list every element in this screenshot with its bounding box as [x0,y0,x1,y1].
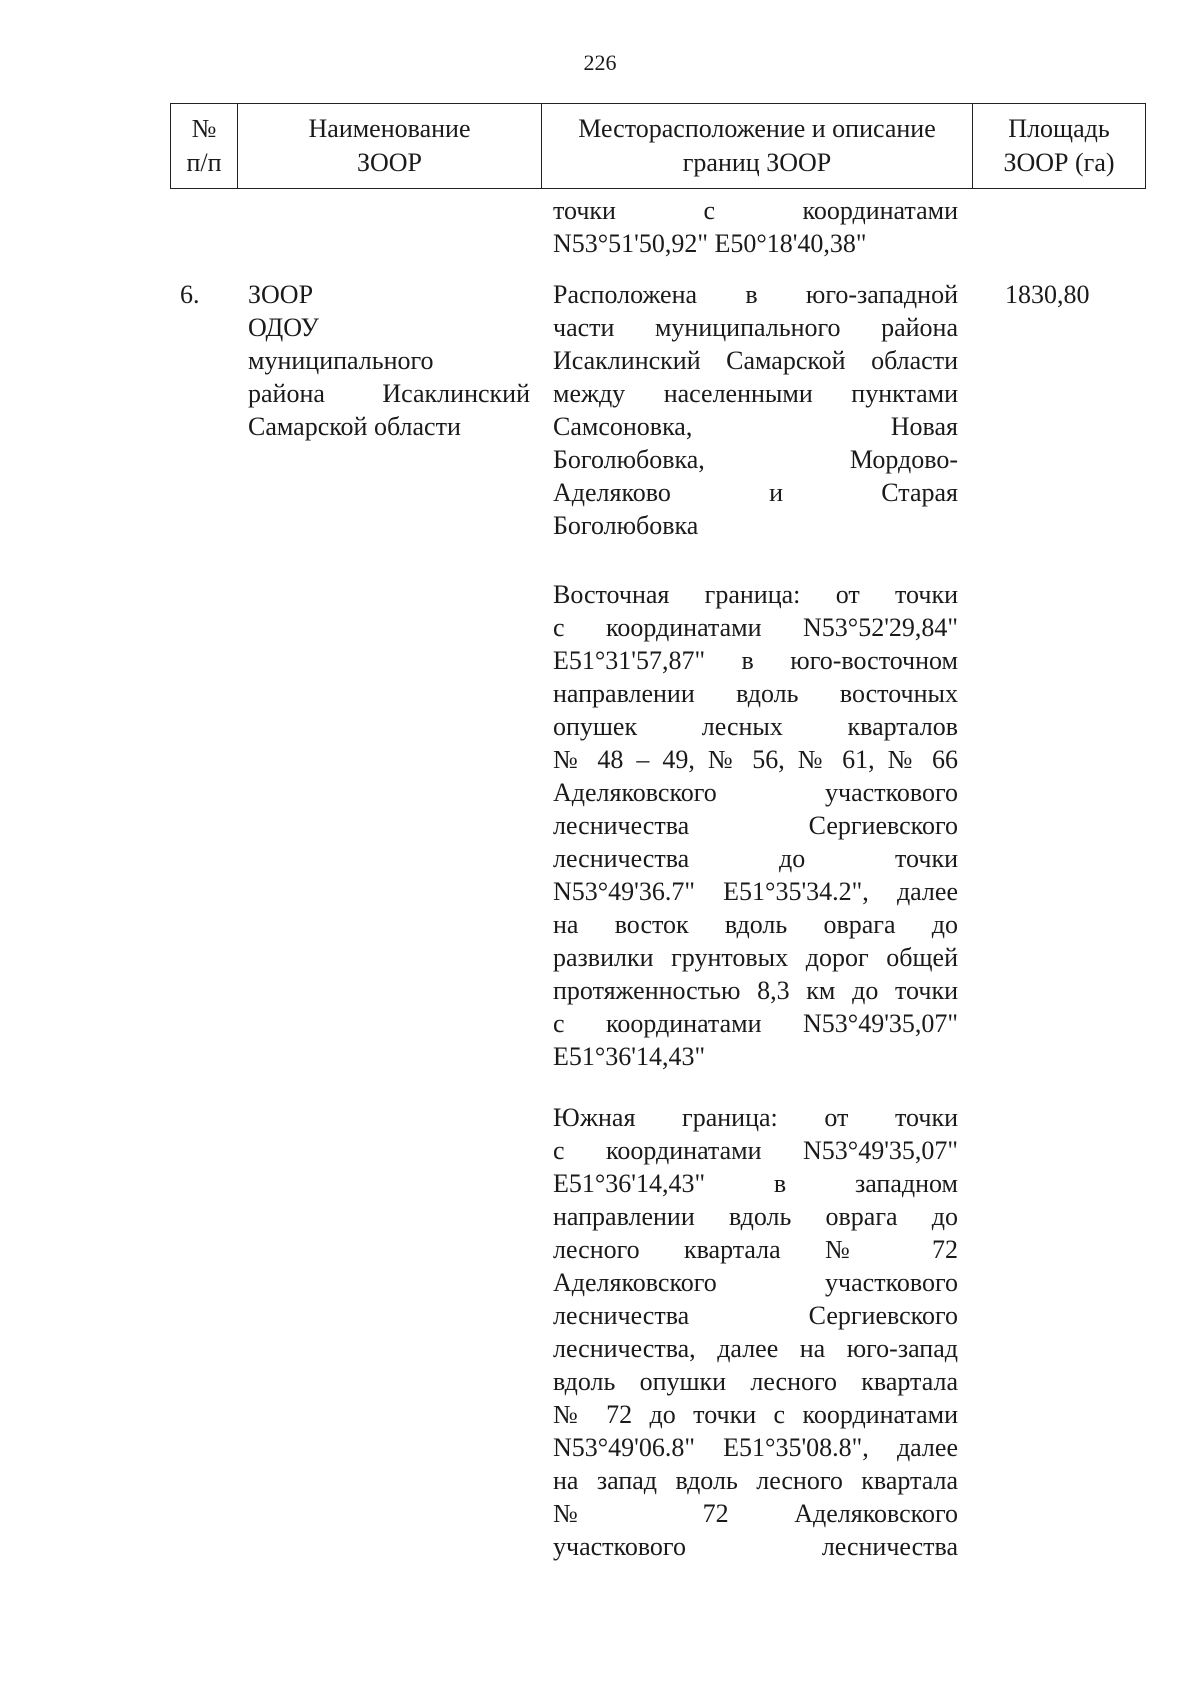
south-border-line: на запад вдоль лесного квартала [553,1466,958,1495]
header-name-line: Наименование [308,114,471,143]
south-border-line: Южная граница: от точки [553,1103,958,1132]
description-line: части муниципального района [553,313,958,342]
header-cell-name [238,104,542,189]
south-border-line: лесного квартала № 72 [553,1235,958,1264]
header-number-line: п/п [186,148,222,177]
east-border-line: протяженностью 8,3 км до точки [553,976,958,1005]
header-cell-number [171,104,238,189]
carryover-text [553,194,958,260]
page-number: 226 [583,50,617,75]
east-border-line: Восточная граница: от точки [553,580,958,609]
east-border-line: на восток вдоль оврага до [553,910,958,939]
zoor-name-line: ОДОУ [248,313,319,342]
east-border-line: опушек лесных кварталов [553,712,958,741]
south-border-line: участкового лесничества [553,1532,958,1561]
header-cell-location [542,104,973,189]
description-line: Боголюбовка [553,511,699,540]
east-border-line: E51°36'14,43" [553,1042,706,1071]
header-location-line: Месторасположение и описание [578,114,936,143]
carryover-line: точки с координатами [553,196,958,225]
row-number: 6. [180,280,200,309]
zoor-name [248,278,530,443]
location-description [553,278,958,542]
south-border-line: с координатами N53°49'35,07" [553,1136,958,1165]
south-border-line: направлении вдоль оврага до [553,1202,958,1231]
south-border-line: Аделяковского участкового [553,1268,958,1297]
description-line: Самсоновка, Новая [553,412,958,441]
south-border-line: № 72 до точки с координатами [553,1400,958,1429]
table-header [170,103,1146,189]
header-area-line: Площадь [1008,114,1110,143]
area-value: 1830,80 [1005,280,1090,309]
description-line: Исаклинский Самарской области [553,346,958,375]
south-border-line: лесничества Сергиевского [553,1301,958,1330]
south-border-line: вдоль опушки лесного квартала [553,1367,958,1396]
carryover-line: N53°51'50,92" E50°18'40,38" [553,229,867,258]
south-border-line: N53°49'06.8" E51°35'08.8", далее [553,1433,958,1462]
east-border-line: E51°31'57,87" в юго-восточном [553,646,958,675]
east-border-line: N53°49'36.7" E51°35'34.2", далее [553,877,958,906]
east-border-line: лесничества Сергиевского [553,811,958,840]
east-border-line: Аделяковского участкового [553,778,958,807]
south-border-text [553,1101,958,1563]
header-area-line: ЗООР (га) [1003,148,1115,177]
zoor-name-line: ЗООР [248,280,314,309]
header-name-line: ЗООР [356,148,423,177]
east-border-text [553,578,958,1073]
zoor-name-line: Самарской области [248,412,461,441]
south-border-line: E51°36'14,43" в западном [553,1169,958,1198]
description-line: Боголюбовка, Мордово- [553,445,958,474]
header-location-line: границ ЗООР [682,148,832,177]
description-line: между населенными пунктами [553,379,958,408]
description-line: Расположена в юго-западной [553,280,958,309]
east-border-line: № 48 – 49, № 56, № 61, № 66 [553,745,958,774]
description-line: Аделяково и Старая [553,478,958,507]
east-border-line: лесничества до точки [553,844,958,873]
zoor-name-line: района Исаклинский [248,379,530,408]
zoor-name-line: муниципального [248,346,434,375]
south-border-line: № 72 Аделяковского [553,1499,958,1528]
east-border-line: направлении вдоль восточных [553,679,958,708]
header-number-line: № [191,114,217,143]
east-border-line: с координатами N53°49'35,07" [553,1009,958,1038]
south-border-line: лесничества, далее на юго-запад [553,1334,958,1363]
header-cell-area [973,104,1146,189]
east-border-line: развилки грунтовых дорог общей [553,943,958,972]
east-border-line: с координатами N53°52'29,84" [553,613,958,642]
